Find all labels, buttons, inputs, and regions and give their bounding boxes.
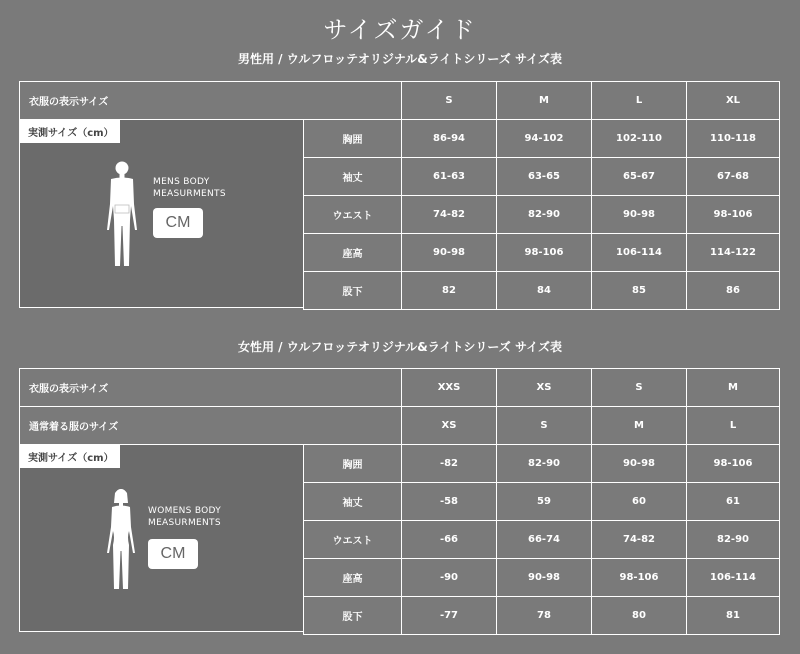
womens-row-value: 98-106 — [591, 558, 687, 597]
mens-body-label-line1: MENS BODY — [153, 177, 210, 187]
womens-row-label: 袖丈 — [303, 482, 402, 521]
womens-row-value: 78 — [496, 596, 592, 635]
womens-row-value: 90-98 — [591, 444, 687, 483]
womens-row-label: 座高 — [303, 558, 402, 597]
mens-row-value: 74-82 — [401, 195, 497, 234]
womens-row-value: 82-90 — [496, 444, 592, 483]
mens-body-panel — [19, 119, 304, 308]
womens-row-value: 80 — [591, 596, 687, 635]
womens-row-value: -58 — [401, 482, 497, 521]
mens-unit-badge: CM — [153, 208, 203, 238]
womens-row-value: -66 — [401, 520, 497, 559]
womens-row-value: 61 — [686, 482, 780, 521]
womens-row-value: 66-74 — [496, 520, 592, 559]
womens-usual-size-0: XS — [401, 406, 497, 445]
mens-row-value: 86 — [686, 271, 780, 310]
womens-usual-size-3: L — [686, 406, 780, 445]
womens-body-panel — [19, 444, 304, 632]
mens-row-label: 胸囲 — [303, 119, 402, 158]
womens-usual-label: 通常着る服のサイズ — [19, 406, 402, 445]
mens-row-value: 90-98 — [401, 233, 497, 272]
mens-measure-tag: 実測サイズ（cm） — [20, 120, 120, 143]
womens-row-value: 59 — [496, 482, 592, 521]
mens-size-s: S — [401, 81, 497, 120]
womens-size-table — [19, 368, 780, 632]
womens-row-value: -90 — [401, 558, 497, 597]
mens-size-xl: XL — [686, 81, 780, 120]
mens-size-m: M — [496, 81, 592, 120]
womens-size-xxs: XXS — [401, 368, 497, 407]
womens-row-label: 股下 — [303, 596, 402, 635]
female-body-silhouette-icon — [106, 487, 136, 591]
page-title: サイズガイド — [323, 16, 477, 44]
womens-row-label: ウエスト — [303, 520, 402, 559]
mens-header-label: 衣服の表示サイズ — [19, 81, 402, 120]
mens-row-value: 114-122 — [686, 233, 780, 272]
mens-row-value: 102-110 — [591, 119, 687, 158]
mens-row-value: 65-67 — [591, 157, 687, 196]
mens-row-value: 86-94 — [401, 119, 497, 158]
womens-section-title: 女性用 / ウルフロッテオリジナル&ライトシリーズ サイズ表 — [237, 340, 563, 354]
womens-row-value: -82 — [401, 444, 497, 483]
mens-row-value: 63-65 — [496, 157, 592, 196]
mens-section-title: 男性用 / ウルフロッテオリジナル&ライトシリーズ サイズ表 — [237, 52, 563, 66]
mens-row-value: 110-118 — [686, 119, 780, 158]
womens-size-m: M — [686, 368, 780, 407]
mens-row-value: 61-63 — [401, 157, 497, 196]
mens-row-value: 94-102 — [496, 119, 592, 158]
womens-unit-badge: CM — [148, 539, 198, 569]
mens-row-value: 84 — [496, 271, 592, 310]
womens-size-s: S — [591, 368, 687, 407]
mens-body-label-line2: MEASURMENTS — [153, 189, 226, 199]
womens-usual-size-1: S — [496, 406, 592, 445]
mens-row-label: 股下 — [303, 271, 402, 310]
mens-row-value: 82-90 — [496, 195, 592, 234]
womens-usual-size-2: M — [591, 406, 687, 445]
womens-row-value: 82-90 — [686, 520, 780, 559]
mens-row-label: 座高 — [303, 233, 402, 272]
womens-row-value: 81 — [686, 596, 780, 635]
mens-row-label: ウエスト — [303, 195, 402, 234]
womens-row-value: 74-82 — [591, 520, 687, 559]
mens-row-value: 98-106 — [496, 233, 592, 272]
womens-row-value: -77 — [401, 596, 497, 635]
womens-row-value: 90-98 — [496, 558, 592, 597]
mens-row-value: 82 — [401, 271, 497, 310]
womens-header-label: 衣服の表示サイズ — [19, 368, 402, 407]
male-body-silhouette-icon — [106, 160, 138, 268]
mens-row-value: 90-98 — [591, 195, 687, 234]
womens-row-value: 60 — [591, 482, 687, 521]
womens-row-value: 98-106 — [686, 444, 780, 483]
mens-row-value: 98-106 — [686, 195, 780, 234]
mens-row-value: 85 — [591, 271, 687, 310]
womens-body-label-line1: WOMENS BODY — [148, 506, 222, 516]
womens-row-label: 胸囲 — [303, 444, 402, 483]
mens-row-label: 袖丈 — [303, 157, 402, 196]
mens-size-l: L — [591, 81, 687, 120]
mens-row-value: 106-114 — [591, 233, 687, 272]
mens-size-table — [19, 81, 780, 308]
womens-measure-tag: 実測サイズ（cm） — [20, 445, 120, 468]
womens-size-xs: XS — [496, 368, 592, 407]
mens-row-value: 67-68 — [686, 157, 780, 196]
womens-body-label-line2: MEASURMENTS — [148, 518, 221, 528]
womens-row-value: 106-114 — [686, 558, 780, 597]
